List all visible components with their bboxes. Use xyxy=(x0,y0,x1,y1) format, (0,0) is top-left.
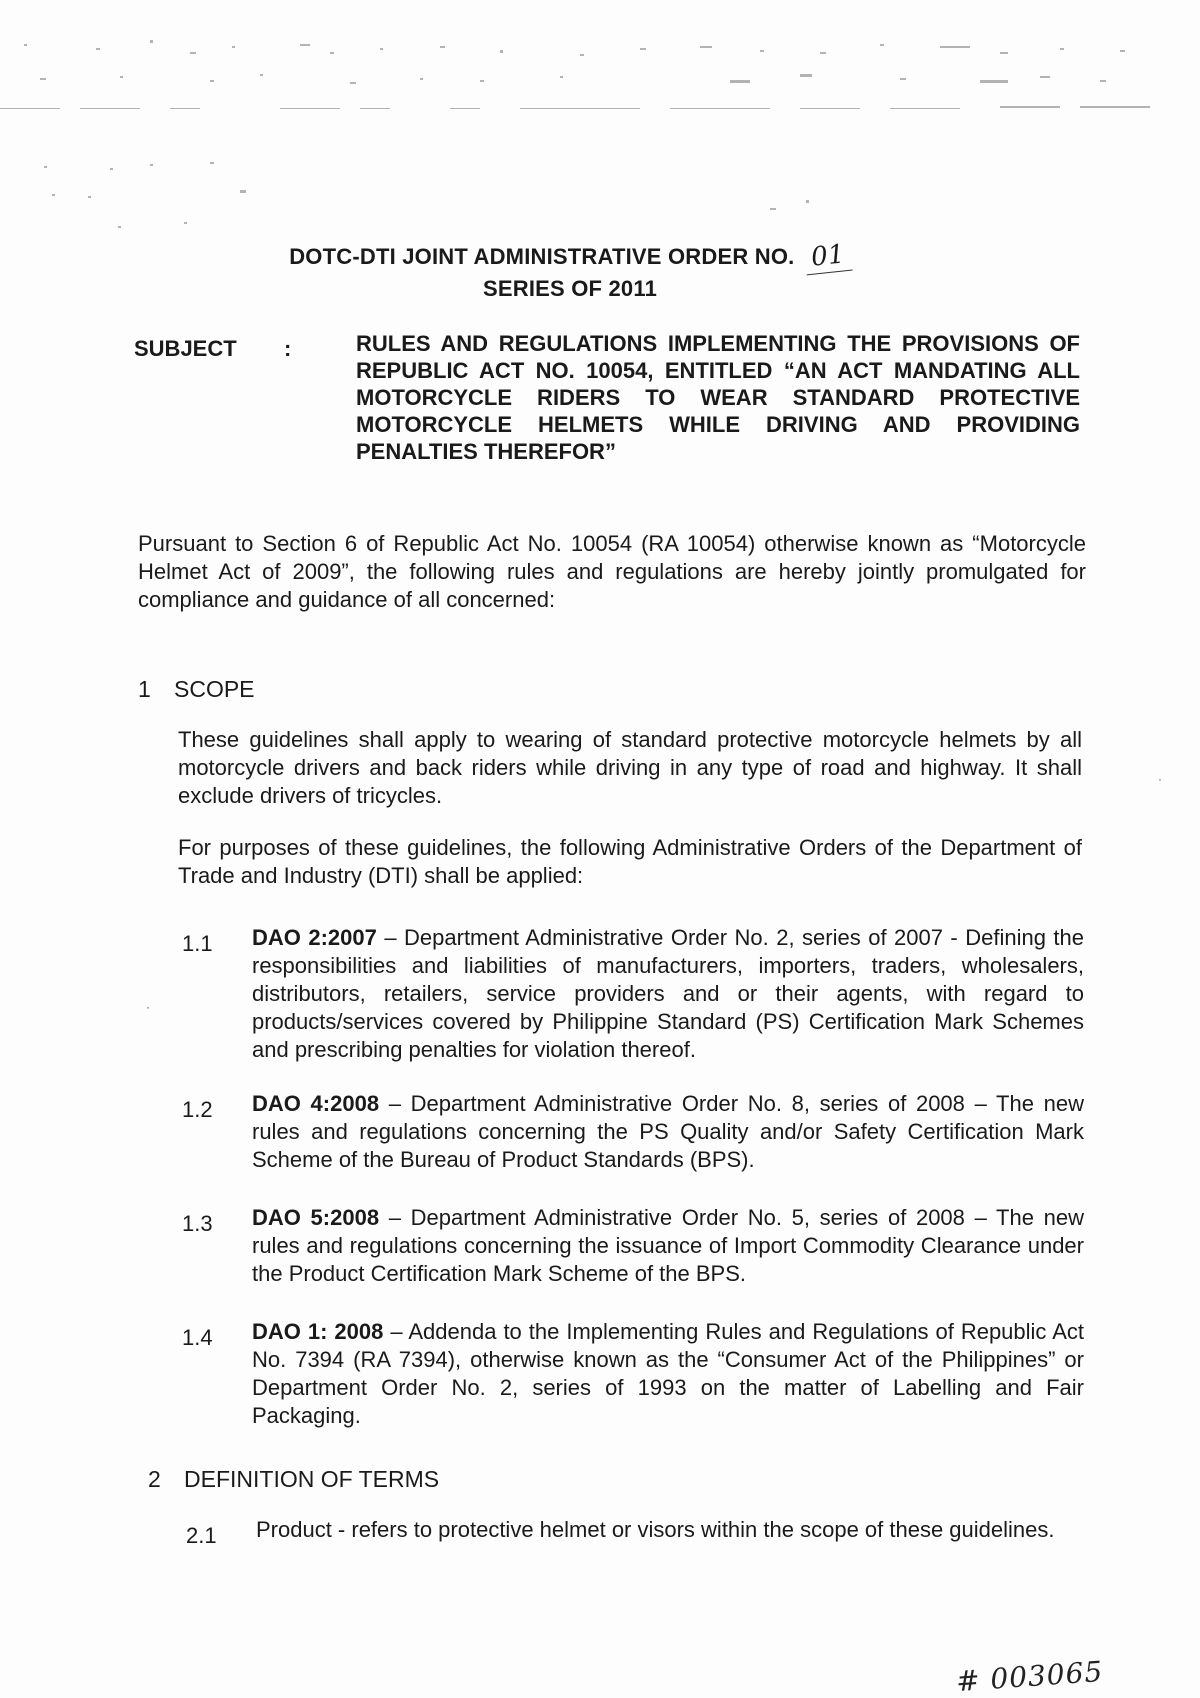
item-text xyxy=(252,1090,1084,1174)
section-1-title: SCOPE xyxy=(174,676,255,702)
item-number: 1.4 xyxy=(182,1325,213,1350)
section-1-heading xyxy=(138,676,255,703)
subject-label: SUBJECT xyxy=(134,336,237,361)
scope-paragraph-1: These guidelines shall apply to wearing of standard protective motorcycle helmets by all motorcycle drivers and back riders while driving in any type of road and highway. It shall exclude drivers of tricycles. xyxy=(178,727,1082,808)
title-series: SERIES OF 2011 xyxy=(483,276,657,301)
intro-paragraph: Pursuant to Section 6 of Republic Act No. 10054 (RA 10054) otherwise known as “Motorcycle Helmet Act of 2009”, the following rules and regulations are hereby jointly promulgated for compliance and guidance of all concerned: xyxy=(138,531,1086,612)
item-number: 1.2 xyxy=(182,1097,213,1122)
scan-noise xyxy=(0,0,1200,240)
scan-speck: · xyxy=(1158,772,1162,786)
section-2-number: 2 xyxy=(148,1466,161,1492)
item-number: 2.1 xyxy=(186,1523,217,1548)
order-number: 01 xyxy=(803,238,852,276)
item-number: 1.1 xyxy=(182,931,213,956)
item-description: – Department Administrative Order No. 8, series of 2008 – The new rules and regulations concerning the PS Quality and/or Safety Certification Mark Scheme of the Bureau of Product Standards (BPS). xyxy=(252,1091,1084,1172)
title-prefix: DOTC-DTI JOINT ADMINISTRATIVE ORDER NO. xyxy=(289,244,795,269)
section-2-title: DEFINITION OF TERMS xyxy=(184,1466,440,1492)
scan-speck: · xyxy=(146,1000,150,1014)
item-text xyxy=(252,924,1084,1064)
scope-paragraph-2: For purposes of these guidelines, the following Administrative Orders of the Department of Trade and Industry (DTI) shall be applied: xyxy=(178,835,1082,888)
item-description: Product - refers to protective helmet or visors within the scope of these guidelines. xyxy=(256,1517,1055,1542)
item-code: DAO 2:2007 xyxy=(252,925,377,950)
subject-text: RULES AND REGULATIONS IMPLEMENTING THE PROVISIONS OF REPUBLIC ACT NO. 10054, ENTITLED “AN ACT MANDATING ALL MOTORCYCLE RIDERS TO WEAR STANDARD PROTECTIVE MOTORCYCLE HELMETS WHILE DRIVING AND PROVIDING PENALTIES THEREFOR” xyxy=(356,331,1080,464)
item-text xyxy=(252,1318,1084,1430)
item-code: DAO 5:2008 xyxy=(252,1205,380,1230)
section-1-number: 1 xyxy=(138,676,151,702)
document-title xyxy=(250,240,890,305)
item-description: – Department Administrative Order No. 2, series of 2007 - Defining the responsibilities and liabilities of manufacturers, importers, traders, wholesalers, distributors, retailers, service providers and or their agents, with regard to products/services covered by Philippine Standard (PS) Certification Mark Schemes and prescribing penalties for violation thereof. xyxy=(252,925,1084,1062)
item-description: – Addenda to the Implementing Rules and Regulations of Republic Act No. 7394 (RA 7394), otherwise known as the “Consumer Act of the Philippines” or Department Order No. 2, series of 1993 on the matter of Labelling and Fair Packaging. xyxy=(252,1319,1084,1428)
item-description: – Department Administrative Order No. 5, series of 2008 – The new rules and regulations concerning the issuance of Import Commodity Clearance under the Product Certification Mark Scheme of the BPS. xyxy=(252,1205,1084,1286)
item-code: DAO 1: 2008 xyxy=(252,1319,384,1344)
item-text xyxy=(252,1204,1084,1288)
item-code: DAO 4:2008 xyxy=(252,1091,380,1116)
handwritten-document-number: # 003065 xyxy=(955,1654,1105,1698)
item-number: 1.3 xyxy=(182,1211,213,1236)
section-2-heading xyxy=(148,1466,439,1493)
subject-colon: : xyxy=(284,336,292,361)
